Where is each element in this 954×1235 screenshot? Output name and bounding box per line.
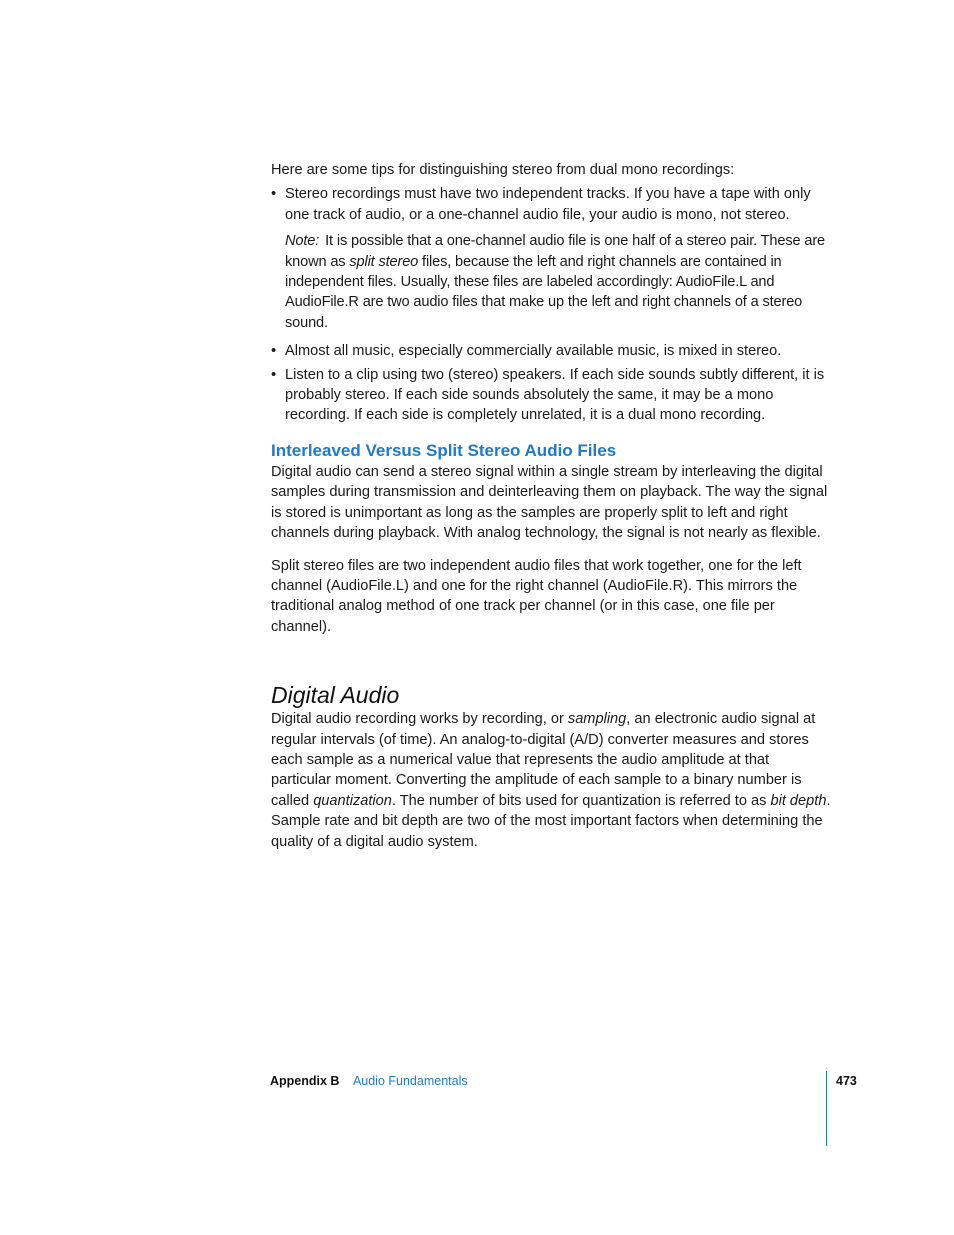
- digital-audio-paragraph: [271, 709, 831, 852]
- note-text-after: files, because the left and right channels are contained in independent files. Usually, these files are labeled accordingly: AudioFile.L and AudioFile.R are two audio files that make up the left and right channels of a stereo sound.: [285, 253, 803, 331]
- tip-text: Listen to a clip using two (stereo) speakers. If each side sounds subtly different, it is probably stereo. If each side sounds absolutely the same, it may be a mono recording. If each side is completely unrelated, it is a dual mono recording.: [285, 366, 825, 424]
- term-sampling: sampling: [567, 711, 627, 728]
- footer-chapter-link[interactable]: Audio Fundamentals: [352, 1074, 468, 1088]
- tip-text: Stereo recordings must have two independent tracks. If you have a tape with only one track of audio, or a one-channel audio file, your audio is mono, not stereo.: [285, 186, 811, 223]
- tip-text: Almost all music, especially commercially available music, is mixed in stereo.: [285, 343, 782, 360]
- page-body: [271, 160, 831, 852]
- footer-appendix: Appendix B: [270, 1074, 340, 1088]
- term-bit-depth: bit depth: [770, 792, 827, 809]
- tips-list: [271, 184, 831, 425]
- intro-text: Here are some tips for distinguishing stereo from dual mono recordings:: [271, 162, 735, 178]
- digital-text-1: Digital audio recording works by recording, or: [271, 711, 568, 728]
- list-item: [271, 341, 831, 361]
- interleaved-heading: Interleaved Versus Split Stereo Audio Files: [271, 440, 617, 460]
- term-quantization: quantization: [313, 792, 392, 809]
- bullet-glyph: •: [271, 343, 277, 360]
- list-item: [271, 184, 831, 333]
- interleaved-paragraph-2: Split stereo files are two independent audio files that work together, one for the left channel (AudioFile.L) and one for the right channel (AudioFile.R). This mirrors the traditional analog method of one track per channel (or in this case, one file per channel).: [271, 557, 802, 635]
- footer-divider: [826, 1071, 827, 1146]
- note-text-before: It is possible that a one-channel audio file is one half of a stereo pair. These are known as: [285, 233, 825, 270]
- bullet-glyph: •: [271, 366, 277, 383]
- digital-text-3: . The number of bits used for quantization is referred to as: [391, 792, 771, 809]
- note-term: split stereo: [349, 253, 419, 270]
- page-footer: [270, 1073, 468, 1089]
- digital-text-4: . Sample rate and bit depth are two of the most important factors when determining the quality of a digital audio system.: [271, 792, 831, 850]
- note-label: Note:: [285, 233, 320, 250]
- interleaved-paragraph-1: Digital audio can send a stereo signal within a single stream by interleaving the digital samples during transmission and deinterleaving them on playback. The way the signal is stored is unimportant as long as the samples are properly split to left and right channels during playback. With analog technology, the signal is not nearly as flexible.: [271, 463, 828, 542]
- digital-audio-heading: Digital Audio: [271, 682, 400, 709]
- bullet-glyph: •: [271, 186, 277, 203]
- digital-text-2: , an electronic audio signal at regular intervals (of time). An analog-to-digital (A/D) converter measures and stores each sample as a numerical value that represents the audio amplitude at that particular moment. Converting the amplitude of each sample to a binary number is called: [271, 711, 816, 809]
- note-block: [285, 231, 831, 333]
- list-item: [271, 365, 831, 426]
- page-number: 473: [836, 1074, 857, 1088]
